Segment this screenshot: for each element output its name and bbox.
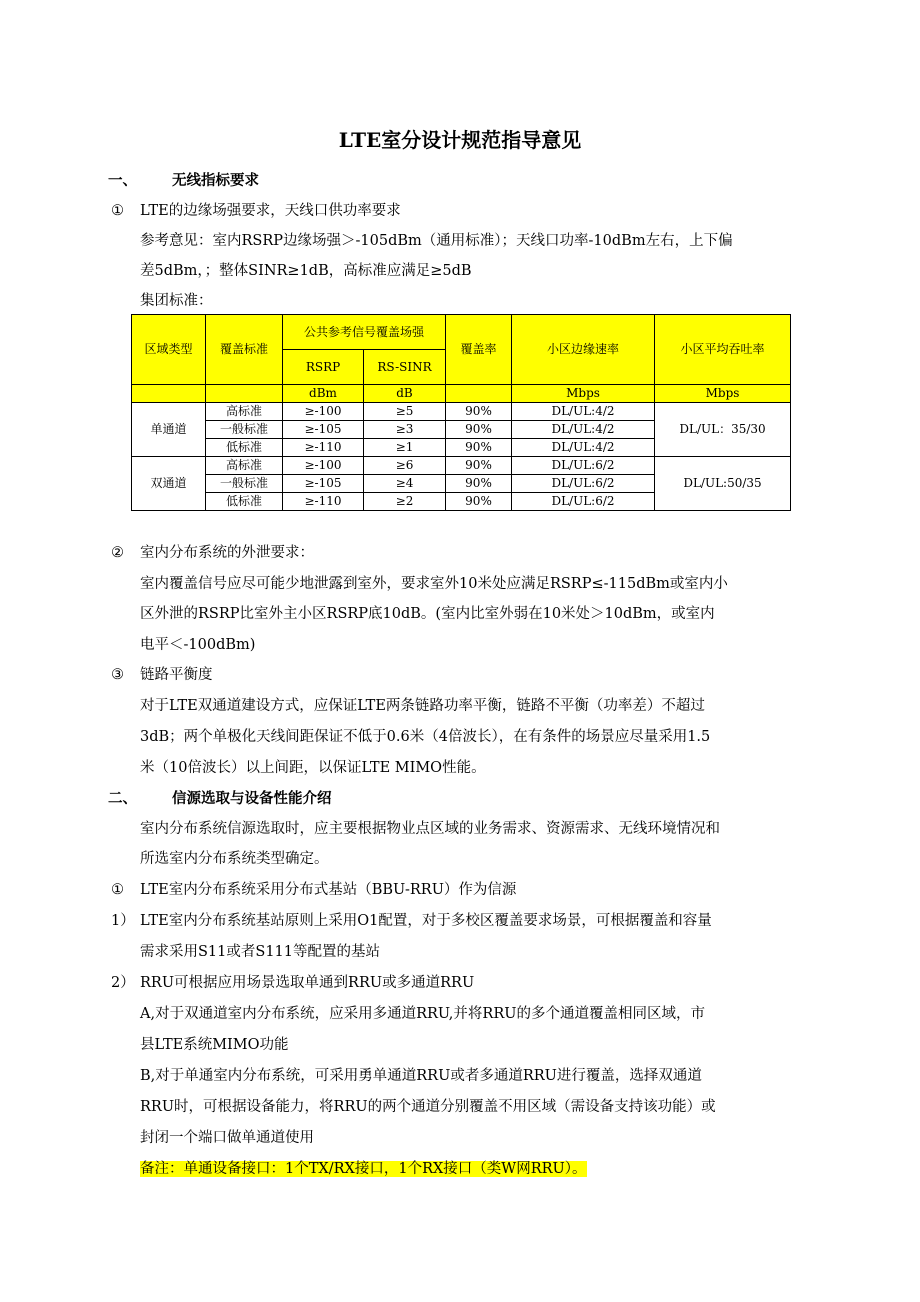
cell-std: 低标准 <box>206 493 283 511</box>
cell-edge: DL/UL:4/2 <box>512 403 655 421</box>
cell-sinr: ≥2 <box>364 493 446 511</box>
item-1-para-line1: 参考意见：室内RSRP边缘场强＞-105dBm（通用标准）；天线口功率-10dBm左右，上下偏 <box>140 233 733 249</box>
unit-blank <box>446 385 512 403</box>
item-2-line3: 电平＜-100dBm) <box>140 637 256 653</box>
sub-1-line1: LTE室内分布系统基站原则上采用O1配置，对于多校区覆盖要求场景，可根据覆盖和容量 <box>140 913 712 929</box>
header-area-type: 区域类型 <box>132 315 206 385</box>
item-3-text: 链路平衡度 <box>140 667 213 683</box>
cell-sinr: ≥6 <box>364 457 446 475</box>
cell-std: 高标准 <box>206 457 283 475</box>
sub-2-b-line2: RRU时，可根据设备能力，将RRU的两个通道分别覆盖不用区域（需设备支持该功能）或 <box>140 1099 716 1115</box>
cell-sinr: ≥4 <box>364 475 446 493</box>
cell-rate: 90% <box>446 421 512 439</box>
header-rsrp: RSRP <box>283 350 364 385</box>
cell-rsrp: ≥-105 <box>283 475 364 493</box>
note-highlight <box>140 1158 587 1180</box>
coverage-standard-table <box>131 314 791 511</box>
header-coverage-standard: 覆盖标准 <box>206 315 283 385</box>
cell-edge: DL/UL:4/2 <box>512 421 655 439</box>
item-2-text: 室内分布系统的外泄要求： <box>140 545 314 561</box>
header-reference-signal: 公共参考信号覆盖场强 <box>283 315 446 350</box>
cell-edge: DL/UL:6/2 <box>512 475 655 493</box>
sub-2-b-line1: B,对于单通室内分布系统，可采用勇单通道RRU或者多通道RRU进行覆盖，选择双通道 <box>140 1068 702 1084</box>
unit-rsrp: dBm <box>283 385 364 403</box>
area-dual-channel: 双通道 <box>132 457 206 511</box>
section-2-item-1-text: LTE室内分布系统采用分布式基站（BBU-RRU）作为信源 <box>140 882 517 898</box>
cell-edge: DL/UL:6/2 <box>512 457 655 475</box>
unit-blank <box>206 385 283 403</box>
cell-rate: 90% <box>446 493 512 511</box>
section-2-intro-line2: 所选室内分布系统类型确定。 <box>140 851 329 867</box>
item-3-line1: 对于LTE双通道建设方式，应保证LTE两条链路功率平衡，链路不平衡（功率差）不超过 <box>140 698 705 714</box>
section-1-number: 一、 <box>108 172 137 189</box>
item-2-label: ② <box>111 545 124 561</box>
section-2-item-1-label: ① <box>111 882 124 898</box>
sub-2-text: RRU可根据应用场景选取单通到RRU或多通道RRU <box>140 975 475 991</box>
cell-rsrp: ≥-100 <box>283 457 364 475</box>
unit-edge: Mbps <box>512 385 655 403</box>
cell-edge: DL/UL:4/2 <box>512 439 655 457</box>
section-2-intro-line1: 室内分布系统信源选取时，应主要根据物业点区域的业务需求、资源需求、无线环境情况和 <box>140 821 720 837</box>
sub-2-a-line2: 县LTE系统MIMO功能 <box>140 1037 289 1053</box>
note-text: 备注：单通设备接口：1个TX/RX接口，1个RX接口（类W网RRU）。 <box>140 1161 587 1177</box>
item-2-line1: 室内覆盖信号应尽可能少地泄露到室外，要求室外10米处应满足RSRP≤-115dBm或室内小 <box>140 576 728 592</box>
cell-sinr: ≥5 <box>364 403 446 421</box>
cell-edge: DL/UL:6/2 <box>512 493 655 511</box>
cell-rate: 90% <box>446 403 512 421</box>
item-1-label: ① <box>111 203 124 219</box>
unit-blank <box>132 385 206 403</box>
item-1-para-line2: 差5dBm，；整体SINR≥1dB，高标准应满足≥5dB <box>140 263 472 279</box>
item-3-line2: 3dB；两个单极化天线间距保证不低于0.6米（4倍波长），在有条件的场景应尽量采用1.5 <box>140 729 711 745</box>
item-3-line3: 米（10倍波长）以上间距，以保证LTE MIMO性能。 <box>140 760 486 776</box>
header-rs-sinr: RS-SINR <box>364 350 446 385</box>
unit-throughput: Mbps <box>655 385 791 403</box>
cell-std: 高标准 <box>206 403 283 421</box>
cell-std: 低标准 <box>206 439 283 457</box>
cell-std: 一般标准 <box>206 421 283 439</box>
item-1-text: LTE的边缘场强要求，天线口供功率要求 <box>140 203 401 219</box>
unit-sinr: dB <box>364 385 446 403</box>
cell-rsrp: ≥-110 <box>283 439 364 457</box>
item-3-label: ③ <box>111 667 124 683</box>
cell-sinr: ≥3 <box>364 421 446 439</box>
cell-std: 一般标准 <box>206 475 283 493</box>
document-title: LTE室分设计规范指导意见 <box>338 128 582 152</box>
section-1-heading: 无线指标要求 <box>172 172 259 189</box>
table-caption: 集团标准： <box>140 293 213 309</box>
header-edge-rate: 小区边缘速率 <box>512 315 655 385</box>
header-avg-throughput: 小区平均吞吐率 <box>655 315 791 385</box>
area-single-channel: 单通道 <box>132 403 206 457</box>
cell-rate: 90% <box>446 475 512 493</box>
cell-rate: 90% <box>446 457 512 475</box>
table-row <box>132 403 791 421</box>
item-2-line2: 区外泄的RSRP比室外主小区RSRP底10dB。(室内比室外弱在10米处＞10dBm，或室内 <box>140 606 715 622</box>
section-2-heading: 信源选取与设备性能介绍 <box>172 790 332 807</box>
throughput-dual-channel: DL/UL:50/35 <box>655 457 791 511</box>
cell-rate: 90% <box>446 439 512 457</box>
cell-rsrp: ≥-100 <box>283 403 364 421</box>
sub-2-b-line3: 封闭一个端口做单通道使用 <box>140 1130 314 1146</box>
throughput-single-channel: DL/UL：35/30 <box>655 403 791 457</box>
sub-1-label: 1） <box>111 913 135 929</box>
sub-2-a-line1: A,对于双通道室内分布系统，应采用多通道RRU,并将RRU的多个通道覆盖相同区域，市 <box>140 1006 705 1022</box>
header-coverage-rate: 覆盖率 <box>446 315 512 385</box>
table-row <box>132 457 791 475</box>
cell-rsrp: ≥-110 <box>283 493 364 511</box>
sub-1-line2: 需求采用S11或者S111等配置的基站 <box>140 944 380 960</box>
section-2-number: 二、 <box>108 790 137 807</box>
cell-sinr: ≥1 <box>364 439 446 457</box>
sub-2-label: 2） <box>111 975 135 991</box>
cell-rsrp: ≥-105 <box>283 421 364 439</box>
